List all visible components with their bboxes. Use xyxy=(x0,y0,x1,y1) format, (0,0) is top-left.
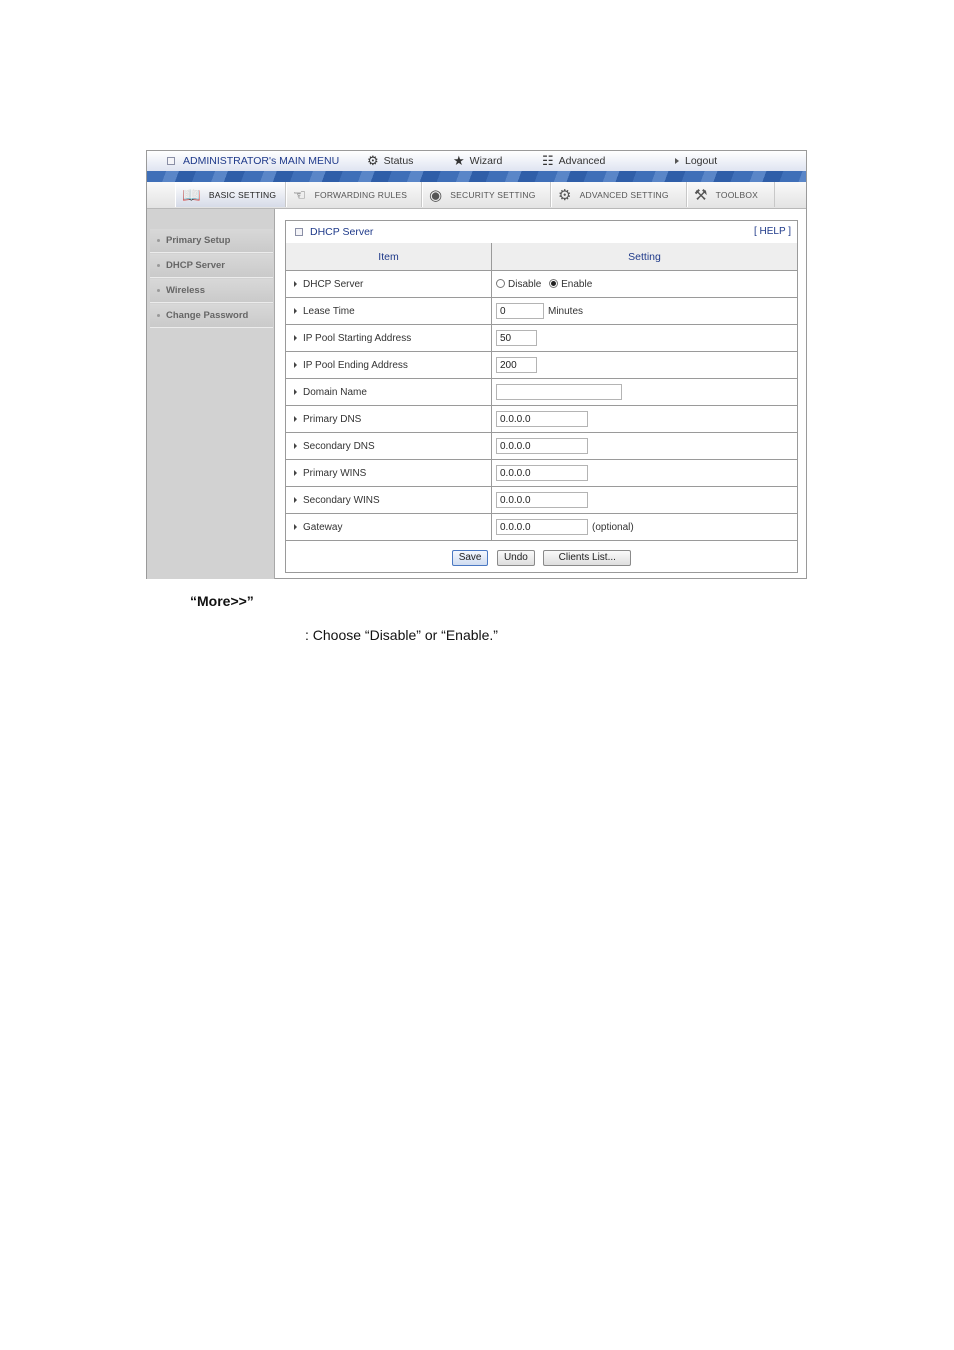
row-label xyxy=(286,325,492,352)
row-label xyxy=(286,487,492,514)
button-row xyxy=(286,547,797,566)
lease-time-label: Lease Time xyxy=(303,305,355,317)
sidebar-item-label: Wireless xyxy=(166,285,205,296)
sidebar-item-primary-setup[interactable] xyxy=(150,229,273,253)
arrow-right-icon xyxy=(675,158,679,164)
hand-icon: ☜ xyxy=(293,186,307,204)
secondary-dns-label: Secondary DNS xyxy=(303,440,375,452)
bullet-icon xyxy=(157,314,160,317)
arrow-right-icon xyxy=(294,389,297,395)
row-setting xyxy=(492,298,798,325)
admin-main-menu[interactable] xyxy=(167,155,339,167)
table-row xyxy=(286,487,797,514)
dhcp-server-label: DHCP Server xyxy=(303,278,364,290)
more-caption: “More>>” xyxy=(190,593,254,609)
tab-security-setting[interactable] xyxy=(422,182,551,207)
primary-dns-input[interactable] xyxy=(496,411,588,427)
domain-name-label: Domain Name xyxy=(303,386,367,398)
tab-advanced-setting[interactable] xyxy=(551,182,687,207)
secondary-wins-label: Secondary WINS xyxy=(303,494,380,506)
advanced-label: Advanced xyxy=(558,155,606,167)
table-row xyxy=(286,433,797,460)
arrow-right-icon xyxy=(294,281,297,287)
bullet-icon xyxy=(157,239,160,242)
lease-time-unit: Minutes xyxy=(548,305,584,317)
header-banner xyxy=(147,171,806,182)
ip-pool-start-label: IP Pool Starting Address xyxy=(303,332,412,344)
row-label xyxy=(286,433,492,460)
row-setting xyxy=(492,514,798,541)
arrow-right-icon xyxy=(294,416,297,422)
panel-title-bar xyxy=(286,221,797,244)
table-row xyxy=(286,406,797,433)
primary-dns-label: Primary DNS xyxy=(303,413,362,425)
arrow-right-icon xyxy=(294,443,297,449)
admin-main-menu-label: ADMINISTRATOR's MAIN MENU xyxy=(183,155,340,167)
sidebar-item-change-password[interactable] xyxy=(150,304,273,328)
row-setting xyxy=(492,379,798,406)
ip-pool-end-label: IP Pool Ending Address xyxy=(303,359,408,371)
row-setting xyxy=(492,433,798,460)
description-text: : Choose “Disable” or “Enable.” xyxy=(305,627,498,643)
advanced-icon: ☷ xyxy=(542,153,554,168)
enable-radio[interactable] xyxy=(549,279,558,288)
arrow-right-icon xyxy=(294,308,297,314)
table-row xyxy=(286,271,797,298)
secondary-wins-input[interactable] xyxy=(496,492,588,508)
lease-time-input[interactable] xyxy=(496,303,544,319)
status-label: Status xyxy=(383,155,414,167)
domain-name-input[interactable] xyxy=(496,384,622,400)
panel-title: DHCP Server xyxy=(310,226,374,238)
toolbox-icon: ⚒ xyxy=(694,186,708,204)
row-setting xyxy=(492,487,798,514)
bullet-icon xyxy=(157,264,160,267)
table-row xyxy=(286,298,797,325)
row-label xyxy=(286,352,492,379)
router-admin-window xyxy=(146,150,807,579)
arrow-right-icon xyxy=(294,497,297,503)
disable-radio-label: Disable xyxy=(508,278,542,290)
table-row xyxy=(286,460,797,487)
arrow-right-icon xyxy=(294,362,297,368)
row-setting xyxy=(492,460,798,487)
ip-pool-end-input[interactable] xyxy=(496,357,537,373)
tab-advanced-setting-label: ADVANCED SETTING xyxy=(579,189,669,200)
logout-label: Logout xyxy=(685,155,718,167)
arrow-right-icon xyxy=(294,470,297,476)
sidebar xyxy=(147,209,275,579)
square-bullet-icon xyxy=(295,228,303,236)
arrow-right-icon xyxy=(294,524,297,530)
wizard-menu[interactable] xyxy=(453,155,502,167)
row-setting xyxy=(492,271,798,298)
status-icon: ⚙ xyxy=(367,153,379,168)
row-setting xyxy=(492,325,798,352)
table-row xyxy=(286,325,797,352)
row-setting xyxy=(492,352,798,379)
enable-radio-label: Enable xyxy=(561,278,593,290)
tab-security-setting-label: SECURITY SETTING xyxy=(450,189,536,200)
main-tab-bar xyxy=(147,182,806,209)
table-row xyxy=(286,352,797,379)
wizard-label: Wizard xyxy=(469,155,503,167)
row-label xyxy=(286,406,492,433)
tab-toolbox[interactable] xyxy=(687,182,775,207)
dhcp-server-panel xyxy=(285,220,798,573)
tab-basic-setting[interactable] xyxy=(175,182,286,207)
arrow-right-icon xyxy=(294,335,297,341)
tab-basic-setting-label: BASIC SETTING xyxy=(208,189,277,200)
primary-wins-label: Primary WINS xyxy=(303,467,367,479)
column-header-setting: Setting xyxy=(492,243,798,271)
row-setting xyxy=(492,406,798,433)
top-menu xyxy=(147,151,806,172)
help-link[interactable]: [ HELP ] xyxy=(753,226,791,237)
sidebar-item-wireless[interactable] xyxy=(150,279,273,303)
settings-table xyxy=(286,243,797,541)
ip-pool-start-input[interactable] xyxy=(496,330,537,346)
row-label xyxy=(286,460,492,487)
gateway-optional-note: (optional) xyxy=(592,521,634,533)
secondary-dns-input[interactable] xyxy=(496,438,588,454)
row-label xyxy=(286,514,492,541)
row-label xyxy=(286,379,492,406)
table-row xyxy=(286,379,797,406)
logout-menu[interactable] xyxy=(675,155,717,167)
book-icon: 📖 xyxy=(182,186,201,204)
lock-icon: ◉ xyxy=(429,186,443,204)
undo-button[interactable]: Undo xyxy=(497,550,535,566)
disable-radio[interactable] xyxy=(496,279,505,288)
bullet-icon xyxy=(157,289,160,292)
status-menu[interactable] xyxy=(367,155,413,167)
advanced-menu[interactable] xyxy=(542,155,605,167)
square-bullet-icon xyxy=(167,157,175,165)
gateway-input[interactable] xyxy=(496,519,588,535)
save-button[interactable]: Save xyxy=(452,550,489,566)
clients-list-button[interactable]: Clients List... xyxy=(543,550,631,566)
sidebar-item-label: Primary Setup xyxy=(166,235,231,246)
tab-toolbox-label: TOOLBOX xyxy=(715,189,758,200)
table-row xyxy=(286,514,797,541)
tab-forwarding-rules[interactable] xyxy=(286,182,422,207)
gateway-label: Gateway xyxy=(303,521,343,533)
sidebar-item-dhcp-server[interactable] xyxy=(150,254,273,278)
column-header-item: Item xyxy=(286,243,492,271)
primary-wins-input[interactable] xyxy=(496,465,588,481)
row-label xyxy=(286,298,492,325)
sidebar-item-label: DHCP Server xyxy=(166,260,225,271)
wizard-icon: ★ xyxy=(453,153,465,168)
gear-icon: ⚙ xyxy=(558,186,572,204)
sidebar-item-label: Change Password xyxy=(166,310,249,321)
tab-forwarding-rules-label: FORWARDING RULES xyxy=(314,189,408,200)
row-label xyxy=(286,271,492,298)
